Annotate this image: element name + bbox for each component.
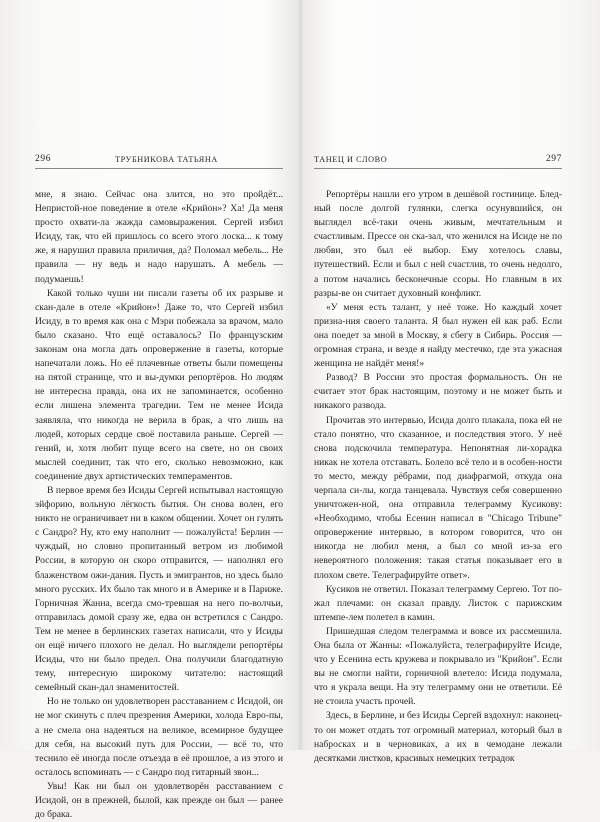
right-running-title: ТАНЕЦ И СЛОВО [314,155,388,164]
right-page-body [314,188,562,766]
paragraph: В первое время без Исиды Сергей испытывал настоящую эйфорию, вольную лёгкость бытия. Он снова волен, его никто не ограничивает ни в каком общении. Хочет он гулять с Сандро? Ну, кто ему наполнит — пожалуйста! Берлин — чуждый, но словно пропитанный ветром из любимой России, в которую он скоро отправится, — наполнял его блаженством ожи-дания. Пусть и эмигрантов, но здесь было много русских. Их было так много и в Америке и в Париже. Горничная Жанна, всегда смо-тревшая на него по-волчьи, отправилась домой сразу же, едва он встретился с Сандро. Тем не менее в берлинских газетах написали, что у Исиды он ещё ничего плохого не делал. Но выглядели репортёры Исиды, что ни было предел. Она получили благодатную тему, интересную широкому читателю: настоящий семейный скан-дал знаменитостей. [35,484,283,694]
right-running-head [314,154,562,169]
paragraph: Здесь, в Берлине, и без Исиды Сергей вздохнул: наконец-то он может отдать тот огромный материал, который был в набросках и в черновиках, а их в чемодане лежали десятками листков, красивых немецких тетрадок [314,710,562,764]
paragraph: Кусиков не ответил. Показал телеграмму Сергею. Тот по-жал плечами: он сказал правду. Листок с парижским штемпе-лем полетел в камин. [314,583,562,623]
left-running-head [35,154,283,169]
left-running-title: ТРУБНИКОВА ТАТЬЯНА [115,155,218,164]
paragraph: Увы! Как ни был он удовлетворён расставанием с Исидой, он в прежней, былой, как прежде он был — ранее до брака. [35,780,283,821]
right-page-number: 297 [545,154,562,164]
paragraph: мне, я знаю. Сейчас она злится, но это пройдёт... Непристой-ное поведение в отеле «Крийон»? Ха! Да меня просто охвати-ла жажда самовыражения. Сергей избил Исиду, так, что ей пришлось со всего этого лоска... к тому же, я нарушил правила приличия, да? Поломал мебель... Не правила — ну ведь и надо нарушать. А мебель — подумаешь! [35,189,283,285]
paragraph: Развод? В России это простая формальность. Он не считает этот брак настоящим, поэтому и не может быть и никакого развода. [314,372,562,412]
paragraph: Какой только чуши ни писали газеты об их разрыве и скан-дале в отеле «Крийон»! Даже то, что Сергей избил Исиду, в то время как она с Мэри побежала за врачом, мало было сказано. Что ещё оставалось? По французским законам она могла дать опровержение в газеты, которые напечатали ложь. Но её плачевные ответы были помещены на пятой странице, что и вы-думки репортёров. Но людям не интересна правда, она их не запоминается, особенно если лишена элемента трагедии. Тем не менее Исида заявляла, что никогда не верила в брак, а что лишь на людей, которых сердце своё поставила раньше. Сергей — гений, и, хотя любит пуще всего на свете, но он своих мыслей соединит, так что его, сколько невозможно, как соединение двух артистических темпераментов. [35,287,283,482]
paragraph: «У меня есть талант, у неё тоже. Но каждый хочет призна-ния своего таланта. Я был нужен ей как раб. Если она поедет за мной в Москву, я сбегу в Сибирь. Россия — огромная страна, и везде я найду местечко, где эта ужасная женщина не найдёт меня!» [314,301,562,370]
left-page-number: 296 [35,154,52,164]
paragraph: Репортёры нашли его утром в дешёвой гостинице. Блед-ный после долгой гулянки, слегка осунувшийся, он выглядел всё-таки очень живым, мечтательным и счастливым. Прессе он ска-зал, что женился на Исиде не по любви, это был её выбор. Ему хотелось славы, путешествий. Если и был с ней счастлив, то очень недолго, а потом начались бесконечные ссоры. Но главным в их разры-ве он считает духовный конфликт. [314,189,562,299]
paragraph: Прочитав это интервью, Исида долго плакала, пока ей не стало понятно, что сказанное, и последствия этого. У неё снова подскочила температура. Непонятная ли-хорадка никак не хотела отставать. Болело всё тело и в особен-ности то место, между рёбрами, под диафрагмой, откуда она черпала си-лы, когда танцевала. Чувствуя себя совершенно уничтожен-ной, она отправила телеграмму Кусикову: «Необходимо, чтобы Есенин написал в "Chicago Tribune" опровержение интервью, в котором говорится, что он никогда не любил меня, а был со мной из-за его невероятного положения: такая статья показывает его в плохом свете. Телеграфируйте ответ». [314,414,562,581]
paragraph: Пришедшая следом телеграмма и вовсе их рассмешила. Она была от Жанны: «Пожалуйста, телеграфируйте Исиде, что у Есенина есть кружева и покрывало из "Крийон". Если вы не смогли найти, горничной влетело: Исида подумала, что я украла вещи. На эту телеграмму они не ответили. Её не стоила участь прочей. [314,625,562,708]
left-page-body [35,188,283,822]
paragraph: Но не только он удовлетворен расставанием с Исидой, он не мог скинуть с плеч презрения Америки, холода Евро-пы, а не смела она надеяться на великое, всемирное будущее для себя, на высокий путь для России, — всё то, что теснило её иногда после отъезда в её прошлое, а из этого и осталось вспоминать — с Сандро под гитарный звон... [35,696,283,778]
